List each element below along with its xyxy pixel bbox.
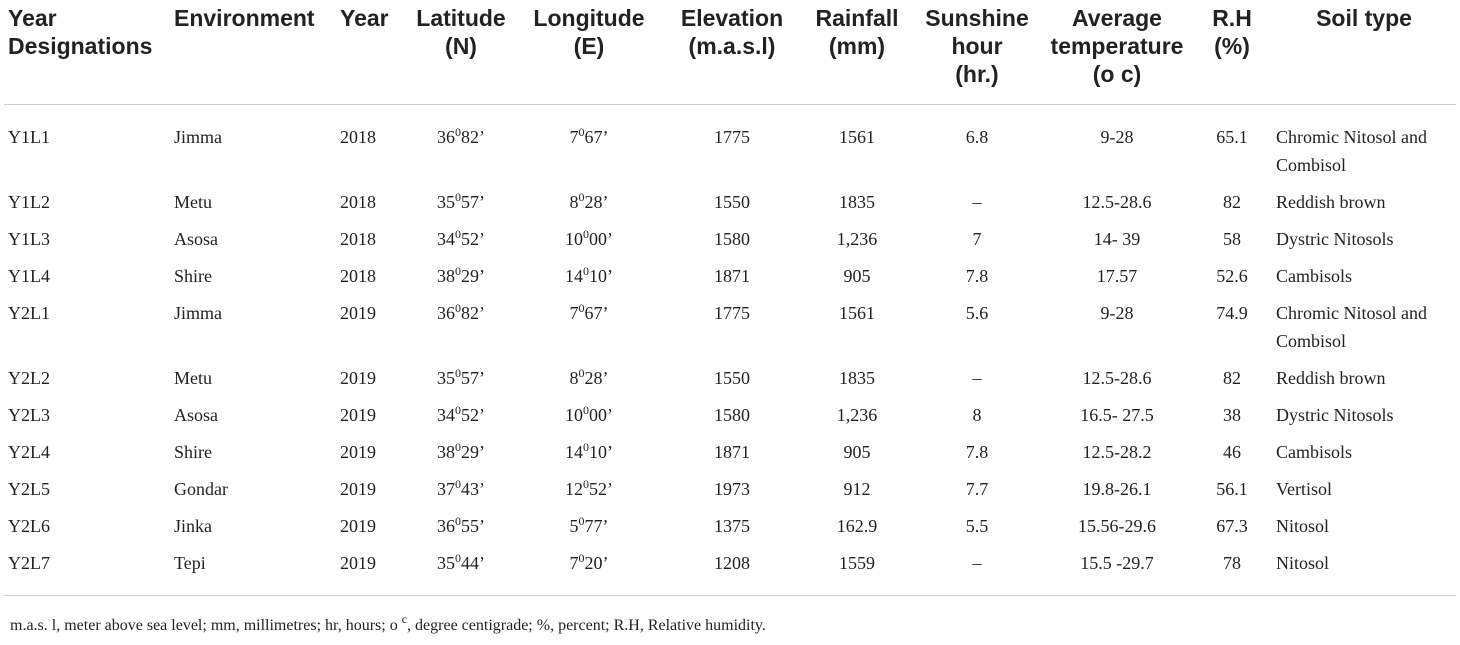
column-header: [662, 0, 802, 104]
humidity-cell: 67.3: [1216, 515, 1248, 536]
degree-value: 7: [569, 552, 579, 573]
rainfall-cell: 1559: [802, 549, 912, 596]
column-header-line: hour: [951, 33, 1003, 59]
humidity-cell: 82: [1223, 367, 1241, 388]
latitude-cell: [406, 104, 516, 188]
year-cell: 2018: [340, 126, 376, 147]
temperature-cell: 19.8-26.1: [1082, 478, 1152, 499]
column-header-line: Environment: [174, 5, 315, 31]
latitude-cell: [406, 512, 516, 549]
environment-table: [4, 0, 1456, 596]
minute-value: 28’: [584, 191, 609, 212]
sunshine-cell: 7: [972, 228, 982, 249]
latitude-cell: [406, 299, 516, 364]
humidity-cell: 82: [1223, 191, 1241, 212]
designation-cell: Y2L5: [8, 478, 50, 499]
designation-cell: Y2L7: [4, 549, 170, 596]
environment-cell: Jimma: [174, 126, 222, 147]
minute-value: 52’: [461, 404, 485, 425]
table-row: [4, 104, 1456, 188]
degree-value: 14: [565, 265, 583, 286]
minute-value: 67’: [584, 302, 609, 323]
degree-mark: 0: [583, 476, 589, 491]
soil-type-cell: Cambisols: [1276, 441, 1353, 462]
temperature-cell: 12.5-28.6: [1082, 367, 1152, 388]
elevation-cell: 1580: [714, 404, 750, 425]
environment-cell: Metu: [174, 367, 212, 388]
designation-cell: Y2L6: [8, 515, 50, 536]
elevation-cell: 1550: [714, 367, 750, 388]
minute-value: 55’: [461, 515, 485, 536]
table-row: [4, 549, 1456, 596]
header-row: [4, 0, 1456, 104]
environment-cell: Gondar: [174, 478, 228, 499]
longitude-cell: [516, 225, 662, 262]
column-header-line: (hr.): [955, 61, 999, 87]
latitude-cell: [406, 438, 516, 475]
minute-value: 82’: [461, 302, 485, 323]
sunshine-cell: 5.6: [965, 302, 989, 323]
temperature-cell: 14- 39: [1093, 228, 1141, 249]
temperature-cell: 16.5- 27.5: [1080, 404, 1154, 425]
degree-mark: 0: [455, 550, 461, 565]
table-row: [4, 364, 1456, 401]
elevation-cell: 1775: [714, 126, 750, 147]
environment-cell: Jinka: [174, 515, 212, 536]
column-header: [1192, 0, 1272, 104]
temperature-cell: 15.5 -29.7: [1042, 549, 1192, 596]
degree-value: 36: [437, 515, 455, 536]
longitude-cell: [516, 104, 662, 188]
degree-value: 35: [437, 367, 455, 388]
longitude-cell: [516, 549, 662, 596]
degree-mark: 0: [578, 189, 585, 204]
temperature-cell: 9-28: [1100, 302, 1134, 323]
minute-value: 52’: [461, 228, 485, 249]
minute-value: 00’: [589, 404, 613, 425]
column-header-line: (m.a.s.l): [688, 33, 776, 59]
elevation-cell: 1871: [714, 441, 750, 462]
column-header: [4, 0, 170, 104]
footnote-superscript: c: [401, 612, 408, 626]
designation-cell: Y2L1: [8, 302, 50, 323]
designation-cell: Y1L4: [8, 265, 50, 286]
longitude-cell: [516, 475, 662, 512]
rainfall-cell: 1,236: [836, 404, 878, 425]
table-row: [4, 225, 1456, 262]
degree-value: 14: [565, 441, 583, 462]
soil-type-cell: Nitosol: [1276, 515, 1330, 536]
environment-cell: Metu: [174, 191, 212, 212]
degree-mark: 0: [455, 402, 461, 417]
year-cell: 2018: [340, 228, 376, 249]
sunshine-cell: 7.8: [965, 441, 989, 462]
temperature-cell: 15.56-29.6: [1078, 515, 1156, 536]
column-header-line: Longitude: [533, 5, 645, 31]
column-header-line: Soil type: [1316, 5, 1412, 31]
rainfall-cell: 1561: [839, 302, 875, 323]
minute-value: 67’: [584, 126, 609, 147]
minute-value: 20’: [584, 552, 609, 573]
degree-value: 12: [565, 478, 583, 499]
rainfall-cell: 905: [843, 265, 871, 286]
degree-value: 7: [569, 302, 579, 323]
designation-cell: Y2L2: [8, 367, 50, 388]
degree-mark: 0: [583, 226, 589, 241]
latitude-cell: [406, 549, 516, 596]
elevation-cell: 1375: [714, 515, 750, 536]
degree-value: 10: [565, 404, 583, 425]
soil-type-cell: Nitosol: [1272, 549, 1456, 596]
longitude-cell: [516, 364, 662, 401]
degree-mark: 0: [583, 439, 589, 454]
temperature-cell: 12.5-28.6: [1082, 191, 1152, 212]
degree-value: 5: [569, 515, 579, 536]
table-row: [4, 512, 1456, 549]
sunshine-cell: –: [912, 549, 1042, 596]
year-cell: 2019: [340, 441, 376, 462]
degree-mark: 0: [455, 513, 461, 528]
degree-value: 36: [437, 302, 455, 323]
footnote-text-before: m.a.s. l, meter above sea level; mm, millimetres; hr, hours; o: [10, 617, 402, 634]
humidity-cell: 74.9: [1216, 302, 1248, 323]
soil-type-cell: Chromic Nitosol and Combisol: [1276, 126, 1427, 175]
humidity-cell: 52.6: [1216, 265, 1248, 286]
environment-cell: Jimma: [174, 302, 222, 323]
degree-value: 36: [437, 126, 455, 147]
column-header: [336, 0, 406, 104]
degree-mark: 0: [578, 300, 585, 315]
elevation-cell: 1973: [714, 478, 750, 499]
soil-type-cell: Reddish brown: [1276, 367, 1386, 388]
column-header-line: Year: [8, 5, 57, 31]
minute-value: 77’: [584, 515, 609, 536]
humidity-cell: 78: [1192, 549, 1272, 596]
degree-mark: 0: [583, 263, 589, 278]
designation-cell: Y1L1: [8, 126, 50, 147]
degree-mark: 0: [455, 263, 461, 278]
elevation-cell: 1208: [662, 549, 802, 596]
longitude-cell: [516, 299, 662, 364]
table-footnote: [10, 612, 766, 635]
degree-mark: 0: [455, 300, 461, 315]
designation-cell: Y1L3: [8, 228, 50, 249]
year-cell: 2018: [340, 191, 376, 212]
column-header-line: Rainfall: [815, 5, 899, 31]
degree-mark: 0: [455, 476, 461, 491]
column-header-line: (mm): [828, 33, 886, 59]
degree-mark: 0: [455, 226, 461, 241]
minute-value: 29’: [461, 441, 485, 462]
degree-mark: 0: [455, 124, 461, 139]
column-header: [802, 0, 912, 104]
footnote-text-after: , degree centigrade; %, percent; R.H, Relative humidity.: [407, 617, 766, 634]
table-row: [4, 188, 1456, 225]
table-row: [4, 401, 1456, 438]
longitude-cell: [516, 262, 662, 299]
temperature-cell: 12.5-28.2: [1082, 441, 1152, 462]
degree-mark: 0: [578, 550, 585, 565]
longitude-cell: [516, 438, 662, 475]
minute-value: 00’: [589, 228, 613, 249]
rainfall-cell: 1561: [839, 126, 875, 147]
environment-cell: Asosa: [174, 228, 218, 249]
column-header-line: Latitude: [416, 5, 506, 31]
minute-value: 57’: [461, 367, 485, 388]
table-row: [4, 475, 1456, 512]
column-header-line: (%): [1214, 33, 1250, 59]
year-cell: 2019: [340, 302, 376, 323]
year-cell: 2019: [340, 515, 376, 536]
year-cell: 2018: [340, 265, 376, 286]
elevation-cell: 1550: [714, 191, 750, 212]
degree-value: 34: [437, 228, 455, 249]
rainfall-cell: 912: [843, 478, 871, 499]
year-cell: 2019: [340, 367, 376, 388]
soil-type-cell: Cambisols: [1276, 265, 1353, 286]
degree-value: 7: [569, 126, 579, 147]
table-row: [4, 299, 1456, 364]
column-header-line: Designations: [8, 33, 153, 59]
column-header-line: (o c): [1092, 61, 1142, 87]
rainfall-cell: 1835: [839, 191, 875, 212]
latitude-cell: [406, 262, 516, 299]
degree-value: 37: [437, 478, 455, 499]
column-header: [516, 0, 662, 104]
sunshine-cell: –: [972, 191, 982, 212]
column-header: [1042, 0, 1192, 104]
elevation-cell: 1775: [714, 302, 750, 323]
degree-value: 35: [437, 191, 455, 212]
column-header-line: Year: [340, 5, 389, 31]
degree-value: 38: [437, 265, 455, 286]
column-header-line: Average: [1072, 5, 1162, 31]
sunshine-cell: 7.8: [965, 265, 989, 286]
degree-mark: 0: [578, 513, 585, 528]
sunshine-cell: 5.5: [965, 515, 989, 536]
environment-cell: Shire: [174, 265, 212, 286]
degree-value: 34: [437, 404, 455, 425]
column-header-line: (E): [573, 33, 605, 59]
latitude-cell: [406, 225, 516, 262]
environment-cell: Asosa: [174, 404, 218, 425]
column-header-line: R.H: [1212, 5, 1252, 31]
degree-mark: 0: [578, 124, 585, 139]
column-header-line: Sunshine: [925, 5, 1029, 31]
soil-type-cell: Chromic Nitosol and Combisol: [1276, 302, 1427, 351]
degree-value: 38: [437, 441, 455, 462]
minute-value: 44’: [461, 552, 485, 573]
table-body: [4, 104, 1456, 595]
sunshine-cell: –: [972, 367, 982, 388]
rainfall-cell: 162.9: [836, 515, 878, 536]
longitude-cell: [516, 401, 662, 438]
minute-value: 82’: [461, 126, 485, 147]
year-cell: 2019: [340, 404, 376, 425]
column-header: [912, 0, 1042, 104]
column-header: [1272, 0, 1456, 104]
minute-value: 57’: [461, 191, 485, 212]
humidity-cell: 58: [1223, 228, 1241, 249]
degree-mark: 0: [578, 365, 585, 380]
environment-cell: Shire: [174, 441, 212, 462]
environment-cell: Tepi: [170, 549, 336, 596]
elevation-cell: 1580: [714, 228, 750, 249]
sunshine-cell: 8: [972, 404, 982, 425]
minute-value: 10’: [589, 265, 613, 286]
designation-cell: Y2L3: [8, 404, 50, 425]
rainfall-cell: 1835: [839, 367, 875, 388]
longitude-cell: [516, 512, 662, 549]
designation-cell: Y2L4: [8, 441, 50, 462]
year-cell: 2019: [336, 549, 406, 596]
degree-mark: 0: [455, 189, 461, 204]
temperature-cell: 9-28: [1100, 126, 1134, 147]
column-header-line: (N): [445, 33, 477, 59]
soil-type-cell: Dystric Nitosols: [1276, 228, 1394, 249]
elevation-cell: 1871: [714, 265, 750, 286]
minute-value: 43’: [461, 478, 485, 499]
latitude-cell: [406, 475, 516, 512]
column-header-line: temperature: [1050, 33, 1184, 59]
rainfall-cell: 1,236: [836, 228, 878, 249]
rainfall-cell: 905: [843, 441, 871, 462]
sunshine-cell: 6.8: [965, 126, 989, 147]
latitude-cell: [406, 188, 516, 225]
degree-value: 8: [569, 367, 579, 388]
degree-value: 35: [437, 552, 455, 573]
sunshine-cell: 7.7: [965, 478, 989, 499]
humidity-cell: 65.1: [1216, 126, 1248, 147]
humidity-cell: 56.1: [1216, 478, 1248, 499]
longitude-cell: [516, 188, 662, 225]
table-row: [4, 262, 1456, 299]
humidity-cell: 46: [1223, 441, 1241, 462]
soil-type-cell: Reddish brown: [1276, 191, 1386, 212]
latitude-cell: [406, 364, 516, 401]
soil-type-cell: Vertisol: [1276, 478, 1332, 499]
soil-type-cell: Dystric Nitosols: [1276, 404, 1394, 425]
minute-value: 52’: [589, 478, 613, 499]
column-header-line: Elevation: [680, 5, 784, 31]
degree-mark: 0: [583, 402, 589, 417]
year-cell: 2019: [340, 478, 376, 499]
latitude-cell: [406, 401, 516, 438]
designation-cell: Y1L2: [8, 191, 50, 212]
minute-value: 28’: [584, 367, 609, 388]
minute-value: 29’: [461, 265, 485, 286]
degree-mark: 0: [455, 439, 461, 454]
table-row: [4, 438, 1456, 475]
column-header: [406, 0, 516, 104]
degree-value: 8: [569, 191, 579, 212]
humidity-cell: 38: [1223, 404, 1241, 425]
column-header: [170, 0, 336, 104]
degree-mark: 0: [455, 365, 461, 380]
temperature-cell: 17.57: [1096, 265, 1138, 286]
degree-value: 10: [565, 228, 583, 249]
minute-value: 10’: [589, 441, 613, 462]
